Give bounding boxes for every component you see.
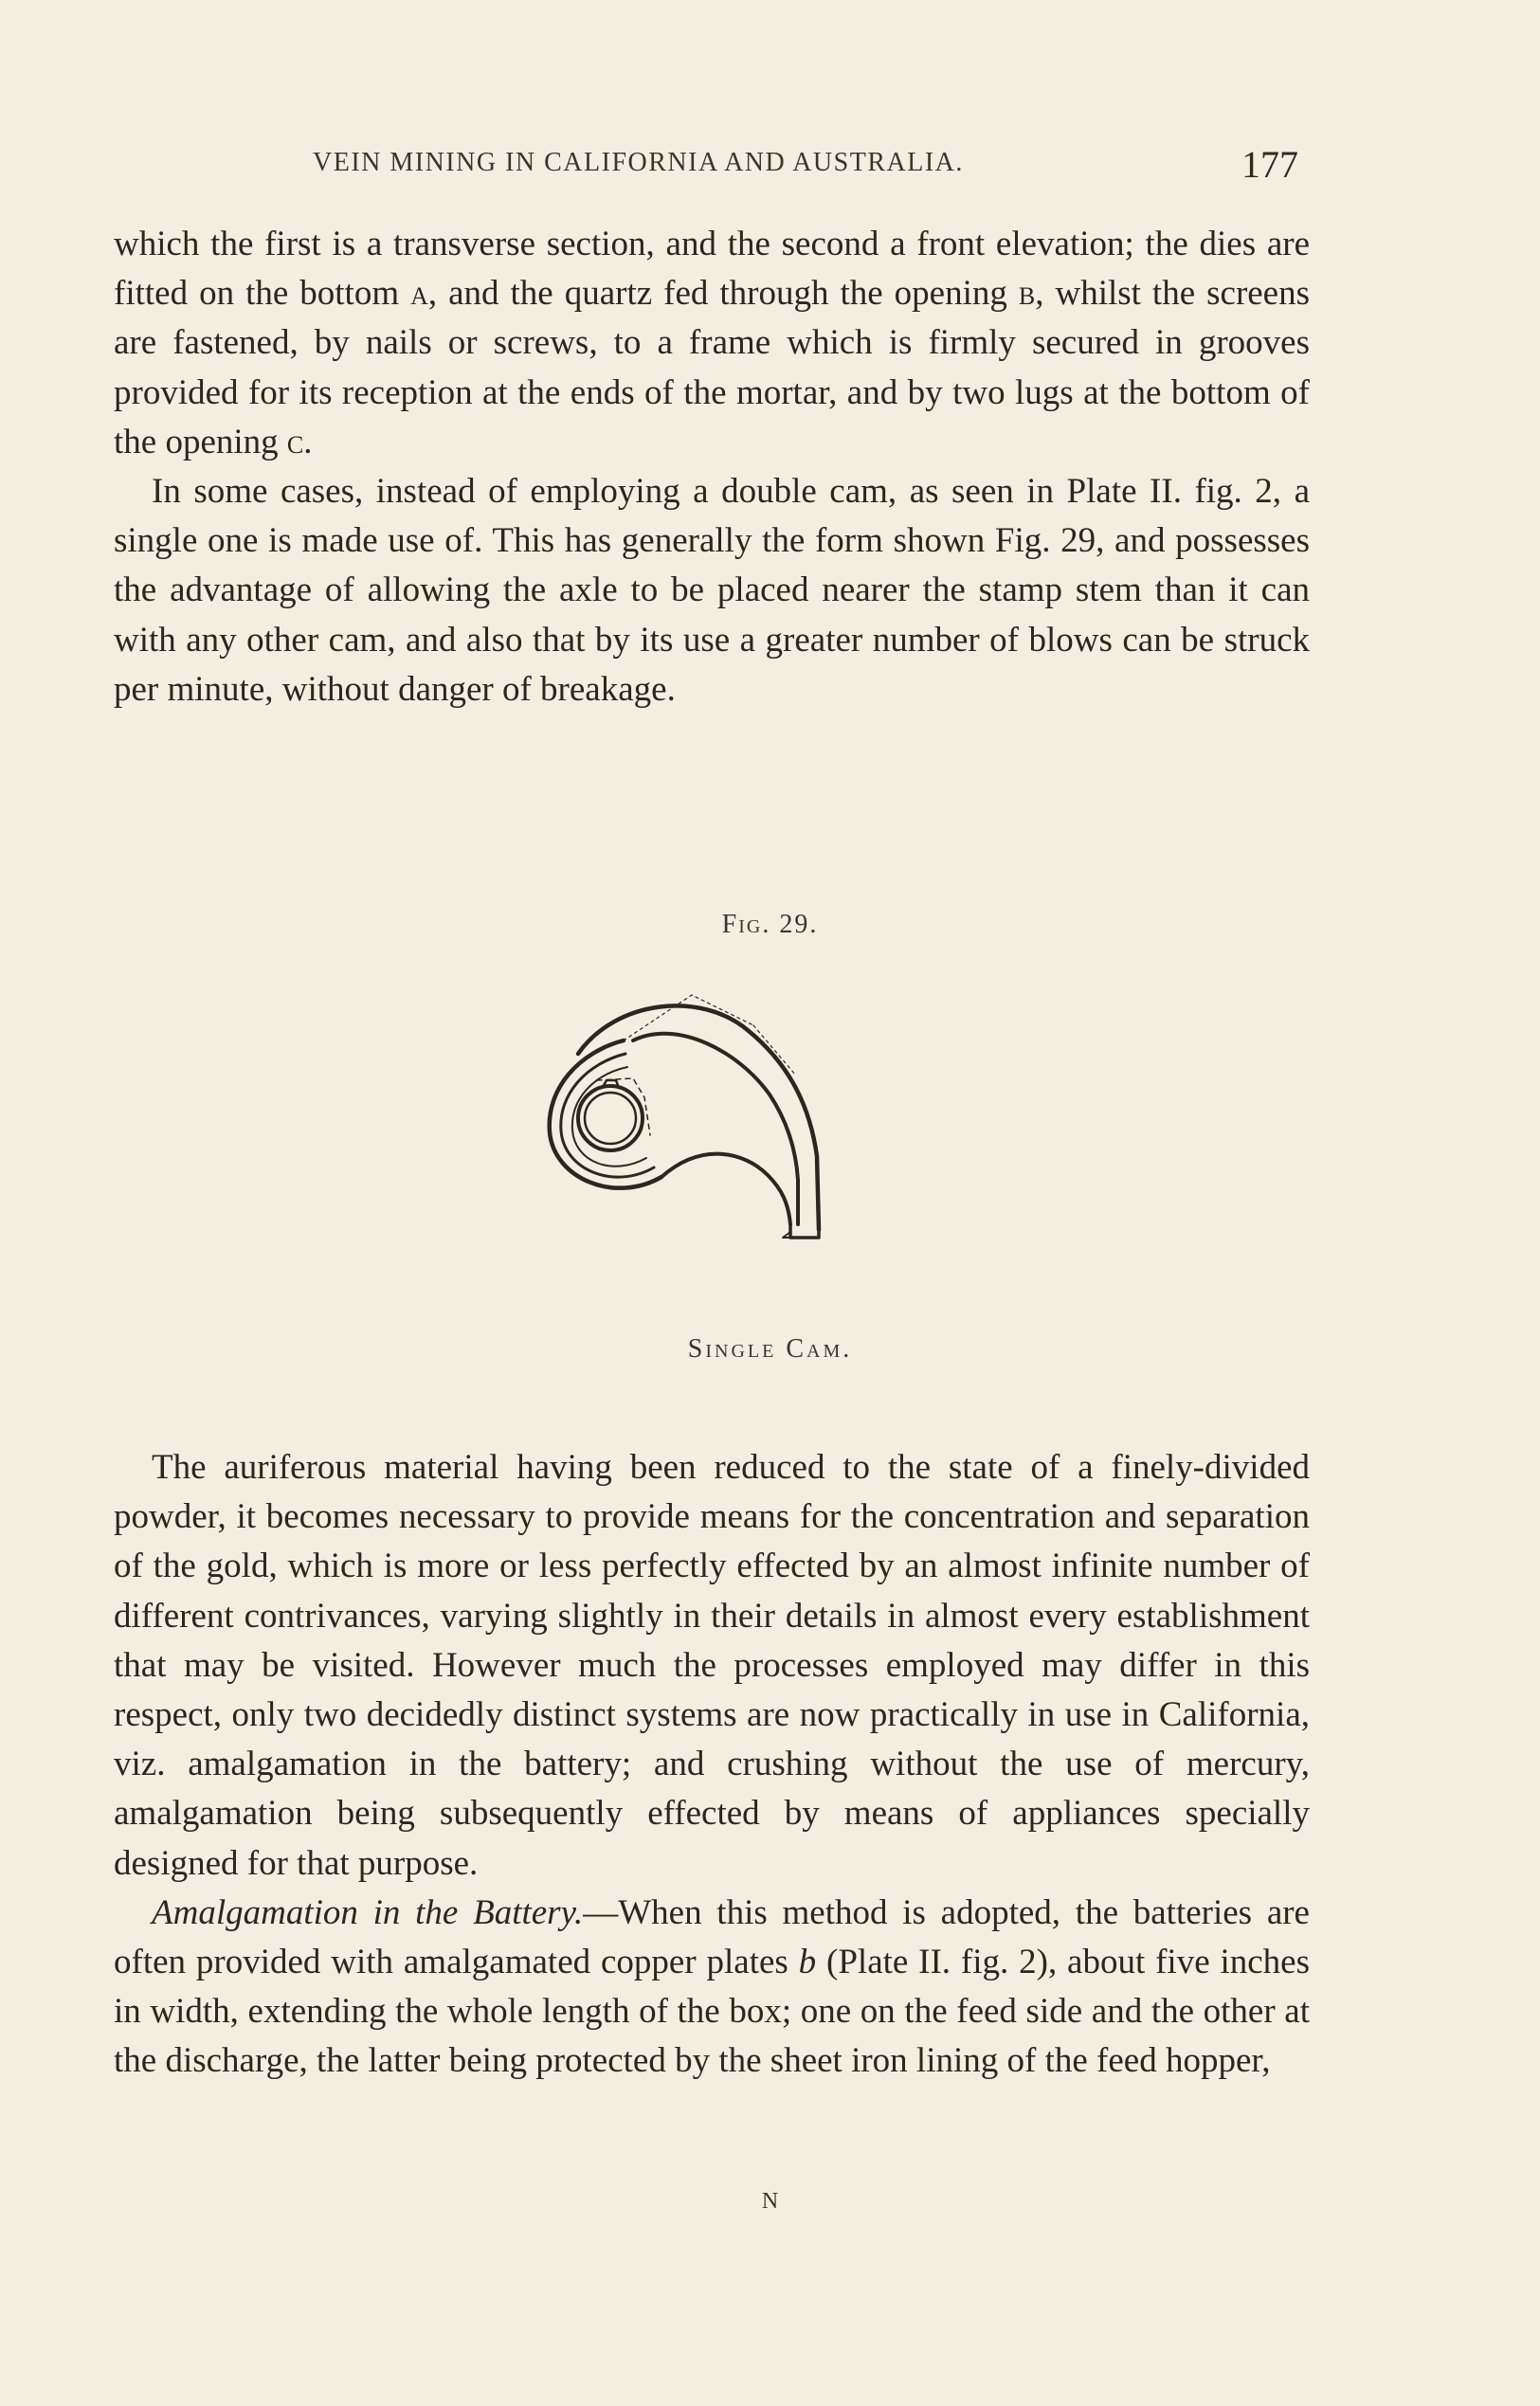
text-block-top xyxy=(114,220,1310,715)
running-title: VEIN MINING IN CALIFORNIA AND AUSTRALIA. xyxy=(313,148,964,177)
paragraph-text: . xyxy=(303,422,313,461)
paragraph-text: c xyxy=(286,422,304,461)
paragraph-text: Amalgamation in the Battery. xyxy=(152,1892,584,1932)
cam-tip xyxy=(790,1224,819,1238)
figure-caption: Single Cam. xyxy=(687,1334,853,1364)
signature-mark: N xyxy=(761,2189,779,2214)
paragraph-text: which the first is a transverse section, and the second a front elevation; the dies are fitted on the bottom xyxy=(114,225,1310,314)
paragraph-text: , and the quartz fed through the opening xyxy=(427,274,1019,314)
cam-arm-inner xyxy=(633,1034,798,1224)
paragraph-text: b xyxy=(798,1943,817,1982)
paragraph-text: , whilst the screens are fastened, by nails or screws, to a frame which is firmly secured in grooves provided for its reception at the ends of the mortar, and by two lugs at the bottom of the opening xyxy=(114,274,1311,461)
paragraph xyxy=(114,220,1310,467)
figure-label: Fig. 29. xyxy=(721,910,819,939)
paragraph-text: b xyxy=(1018,274,1036,314)
page-number: 177 xyxy=(1241,143,1298,186)
paragraph-text: (Plate II. fig. 2), about five inches in width, extending the whole length of the box; one on the feed side and the other at the discharge, the latter being protected by the sheet iron lining of the feed hopper, xyxy=(114,1943,1310,2081)
paragraph-text: In some cases, instead of employing a double cam, as seen in Plate II. fig. 2, a single one is made use of. This has generally the form shown Fig. 29, and possesses the advantage of allowing the axle to be placed nearer the stamp stem than it can with any other cam, and also that by its use a greater number of blows can be struck per minute, without danger of breakage. xyxy=(114,472,1310,709)
paragraph xyxy=(114,1889,1310,2087)
text-block-bottom xyxy=(114,1443,1310,2087)
single-cam-figure xyxy=(512,976,910,1289)
paragraph-text: The auriferous material having been reduced to the state of a finely-divided powder, it becomes necessary to provide means for the concentration and separation of the gold, which is more or less perfectly effected by an almost infinite number of different contrivances, varying slightly in their details in almost every establishment that may be visited. However much the processes employed may differ in this respect, only two decidedly distinct systems are now practically in use in California, viz. amalgamation in the battery; and crushing without the use of mercury, amalgamation being subsequently effected by means of appliances specially designed for that purpose. xyxy=(114,1448,1310,1883)
paragraph xyxy=(114,467,1310,715)
paragraph xyxy=(114,1443,1310,1889)
cam-axle-hub xyxy=(578,1086,643,1150)
paragraph-text: —When this method is adopted, the batteries are often provided with amalgamated copper plates xyxy=(114,1892,1310,1982)
paragraph-text: a xyxy=(410,274,428,314)
